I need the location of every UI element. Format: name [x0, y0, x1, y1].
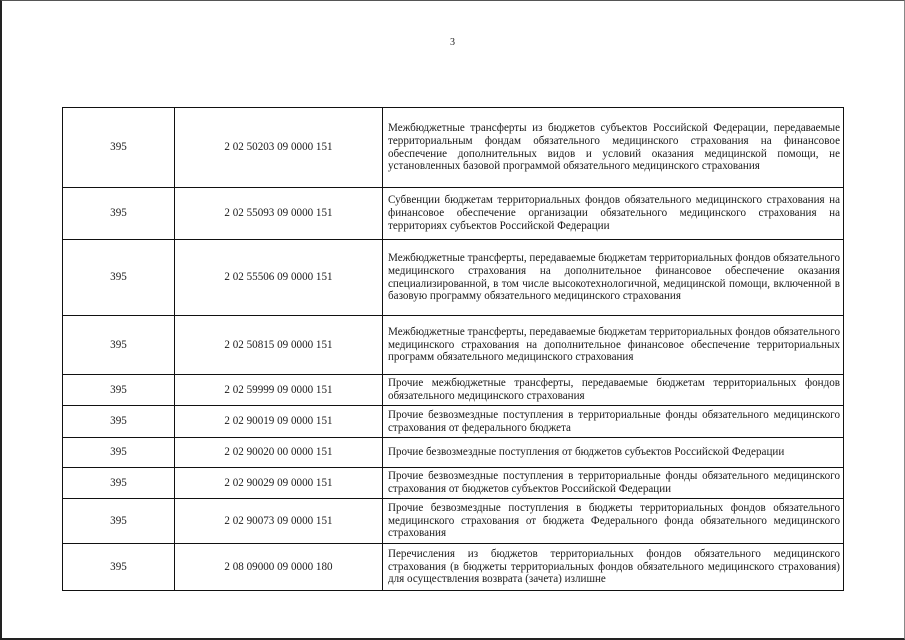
budget-code-cell: 2 02 59999 09 0000 151 [175, 375, 383, 406]
admin-code-cell: 395 [63, 108, 175, 188]
description-cell: Прочие безвозмездные поступления в территориальные фонды обязательного медицинского страхования от бюджетов субъектов Российской Федерации [383, 468, 844, 499]
budget-code-cell: 2 02 50815 09 0000 151 [175, 316, 383, 375]
description-cell: Субвенции бюджетам территориальных фондов обязательного медицинского страхования на финансовое обеспечение организации обязательного медицинского страхования на территориях субъектов Российской Федерации [383, 188, 844, 240]
description-cell: Прочие безвозмездные поступления в территориальные фонды обязательного медицинского страхования от федерального бюджета [383, 406, 844, 438]
budget-code-cell: 2 02 90029 09 0000 151 [175, 468, 383, 499]
table-row [63, 406, 844, 438]
description-cell: Перечисления из бюджетов территориальных фондов обязательного медицинского страхования (в бюджеты территориальных фондов обязательного медицинского страхования) для осуществления возврата (зачета) излишне [383, 544, 844, 591]
table-row [63, 108, 844, 188]
admin-code-cell: 395 [63, 499, 175, 544]
table-row [63, 375, 844, 406]
admin-code-cell: 395 [63, 316, 175, 375]
budget-code-cell: 2 02 90019 09 0000 151 [175, 406, 383, 438]
admin-code-cell: 395 [63, 468, 175, 499]
admin-code-cell: 395 [63, 544, 175, 591]
description-cell: Прочие безвозмездные поступления в бюджеты территориальных фондов обязательного медицинского страхования от бюджета Федерального фонда обязательного медицинского страхования [383, 499, 844, 544]
table-row [63, 468, 844, 499]
description-cell: Межбюджетные трансферты, передаваемые бюджетам территориальных фондов обязательного медицинского страхования на дополнительное финансовое обеспечение территориальных программ обязательного медицинского страхования [383, 316, 844, 375]
table-row [63, 438, 844, 468]
admin-code-cell: 395 [63, 406, 175, 438]
budget-code-cell: 2 02 55506 09 0000 151 [175, 240, 383, 316]
table-row [63, 240, 844, 316]
table-row [63, 316, 844, 375]
budget-code-cell: 2 02 90073 09 0000 151 [175, 499, 383, 544]
table-row [63, 188, 844, 240]
budget-code-cell: 2 02 50203 09 0000 151 [175, 108, 383, 188]
description-cell: Прочие межбюджетные трансферты, передаваемые бюджетам территориальных фондов обязательного медицинского страхования [383, 375, 844, 406]
admin-code-cell: 395 [63, 188, 175, 240]
admin-code-cell: 395 [63, 240, 175, 316]
budget-code-cell: 2 08 09000 09 0000 180 [175, 544, 383, 591]
table-row [63, 544, 844, 591]
admin-code-cell: 395 [63, 375, 175, 406]
budget-code-cell: 2 02 55093 09 0000 151 [175, 188, 383, 240]
revenue-codes-table [62, 107, 844, 591]
description-cell: Межбюджетные трансферты, передаваемые бюджетам территориальных фондов обязательного медицинского страхования на дополнительное финансовое обеспечение оказания специализированной, в том числе высокотехнологичной, медицинской помощи, включенной в базовую программу обязательного медицинского страхования [383, 240, 844, 316]
description-cell: Прочие безвозмездные поступления от бюджетов субъектов Российской Федерации [383, 438, 844, 468]
budget-code-cell: 2 02 90020 00 0000 151 [175, 438, 383, 468]
description-cell: Межбюджетные трансферты из бюджетов субъектов Российской Федерации, передаваемые территориальным фондам обязательного медицинского страхования на финансовое обеспечение дополнительных видов и условий оказания медицинской помощи, не установленных базовой программой обязательного медицинского страхования [383, 108, 844, 188]
admin-code-cell: 395 [63, 438, 175, 468]
page-number: 3 [450, 37, 455, 48]
table-row [63, 499, 844, 544]
